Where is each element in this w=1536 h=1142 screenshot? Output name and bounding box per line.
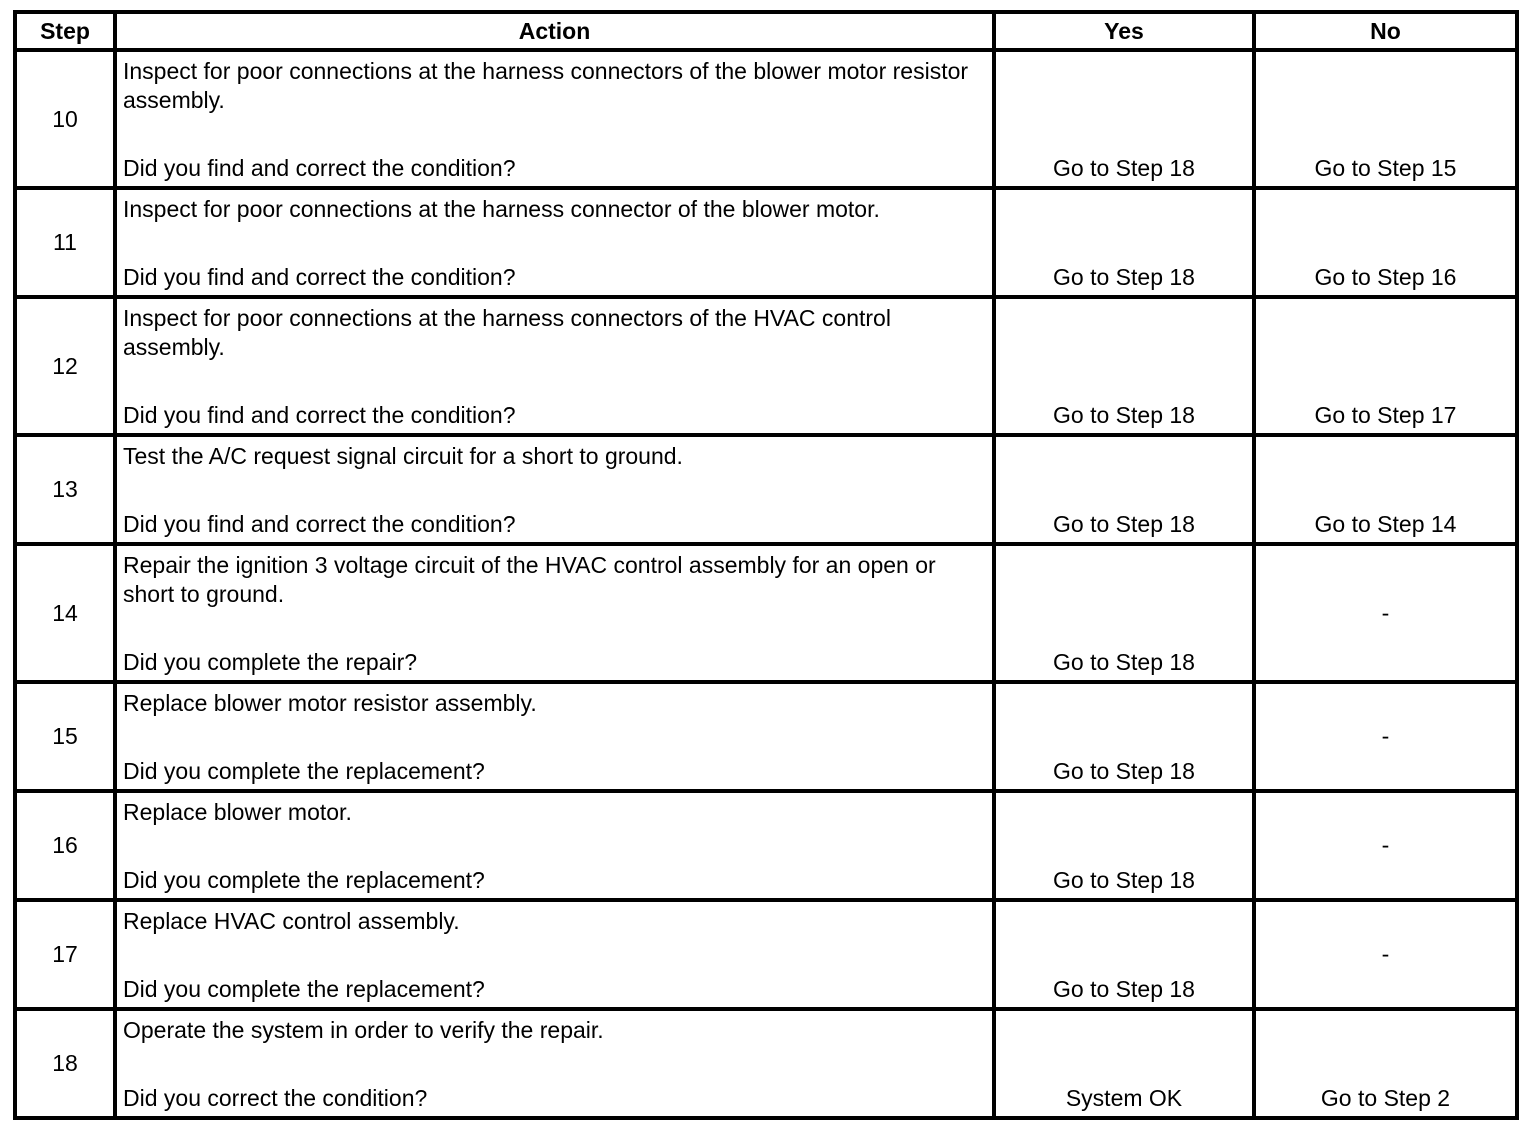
no-cell: [1254, 1009, 1517, 1118]
action-question: Did you complete the replacement?: [123, 867, 485, 893]
yes-result: Go to Step 18: [1053, 511, 1195, 537]
action-cell: [115, 435, 994, 544]
action-instruction: Inspect for poor connections at the harness connector of the blower motor.: [123, 196, 880, 222]
no-result: Go to Step 2: [1320, 1085, 1451, 1111]
no-cell: [1254, 188, 1517, 297]
yes-result: Go to Step 18: [1053, 155, 1195, 181]
step-number: 17: [15, 900, 115, 1009]
table-row: [15, 188, 1517, 297]
no-result: Go to Step 16: [1314, 264, 1457, 290]
header-no: No: [1254, 12, 1517, 50]
table-row: [15, 50, 1517, 188]
yes-result: Go to Step 18: [1053, 402, 1195, 428]
no-result: Go to Step 14: [1314, 511, 1457, 537]
no-result: -: [1254, 900, 1517, 1009]
step-number: 10: [15, 50, 115, 188]
yes-result: Go to Step 18: [1053, 867, 1195, 893]
action-instruction: Replace blower motor resistor assembly.: [123, 690, 537, 716]
yes-cell: [994, 682, 1254, 791]
yes-cell: [994, 900, 1254, 1009]
action-cell: [115, 544, 994, 682]
action-cell: [115, 682, 994, 791]
action-instruction: Inspect for poor connections at the harness connectors of the blower motor resistor assembly.: [123, 58, 969, 113]
table-row: [15, 1009, 1517, 1118]
yes-cell: [994, 1009, 1254, 1118]
step-number: 16: [15, 791, 115, 900]
table-row: [15, 435, 1517, 544]
no-result: -: [1254, 682, 1517, 791]
yes-cell: [994, 50, 1254, 188]
step-number: 15: [15, 682, 115, 791]
action-question: Did you complete the replacement?: [123, 758, 485, 784]
yes-result: System OK: [1065, 1085, 1183, 1111]
no-result: Go to Step 17: [1314, 402, 1457, 428]
action-instruction: Replace HVAC control assembly.: [123, 908, 460, 934]
action-instruction: Test the A/C request signal circuit for a short to ground.: [123, 443, 683, 469]
action-question: Did you find and correct the condition?: [123, 402, 516, 428]
action-question: Did you find and correct the condition?: [123, 155, 516, 181]
yes-result: Go to Step 18: [1053, 758, 1195, 784]
action-cell: [115, 50, 994, 188]
yes-result: Go to Step 18: [1053, 649, 1195, 675]
action-instruction: Operate the system in order to verify the repair.: [123, 1017, 604, 1043]
action-cell: [115, 188, 994, 297]
action-cell: [115, 791, 994, 900]
action-question: Did you complete the replacement?: [123, 976, 485, 1002]
yes-cell: [994, 188, 1254, 297]
yes-cell: [994, 791, 1254, 900]
yes-result: Go to Step 18: [1053, 264, 1195, 290]
no-cell: [1254, 297, 1517, 435]
step-number: 18: [15, 1009, 115, 1118]
yes-cell: [994, 297, 1254, 435]
action-instruction: Replace blower motor.: [123, 799, 352, 825]
table-row: [15, 791, 1517, 900]
action-cell: [115, 297, 994, 435]
action-cell: [115, 900, 994, 1009]
header-step: Step: [15, 12, 115, 50]
step-number: 11: [15, 188, 115, 297]
yes-cell: [994, 544, 1254, 682]
yes-result: Go to Step 18: [1053, 976, 1195, 1002]
action-instruction: Inspect for poor connections at the harness connectors of the HVAC control assembly.: [123, 305, 891, 360]
action-question: Did you find and correct the condition?: [123, 264, 516, 290]
yes-cell: [994, 435, 1254, 544]
diagnostic-table: [13, 10, 1519, 1120]
action-instruction: Repair the ignition 3 voltage circuit of the HVAC control assembly for an open or short to ground.: [123, 552, 936, 607]
action-question: Did you correct the condition?: [123, 1085, 428, 1111]
header-action: Action: [115, 12, 994, 50]
no-cell: [1254, 50, 1517, 188]
no-result: -: [1254, 791, 1517, 900]
step-number: 13: [15, 435, 115, 544]
action-cell: [115, 1009, 994, 1118]
action-question: Did you complete the repair?: [123, 649, 418, 675]
action-question: Did you find and correct the condition?: [123, 511, 516, 537]
table-row: [15, 297, 1517, 435]
no-result: Go to Step 15: [1314, 155, 1457, 181]
step-number: 14: [15, 544, 115, 682]
table-header-row: [15, 12, 1517, 50]
table-row: [15, 682, 1517, 791]
table-row: [15, 544, 1517, 682]
header-yes: Yes: [994, 12, 1254, 50]
no-cell: [1254, 435, 1517, 544]
step-number: 12: [15, 297, 115, 435]
table-row: [15, 900, 1517, 1009]
no-result: -: [1254, 544, 1517, 682]
